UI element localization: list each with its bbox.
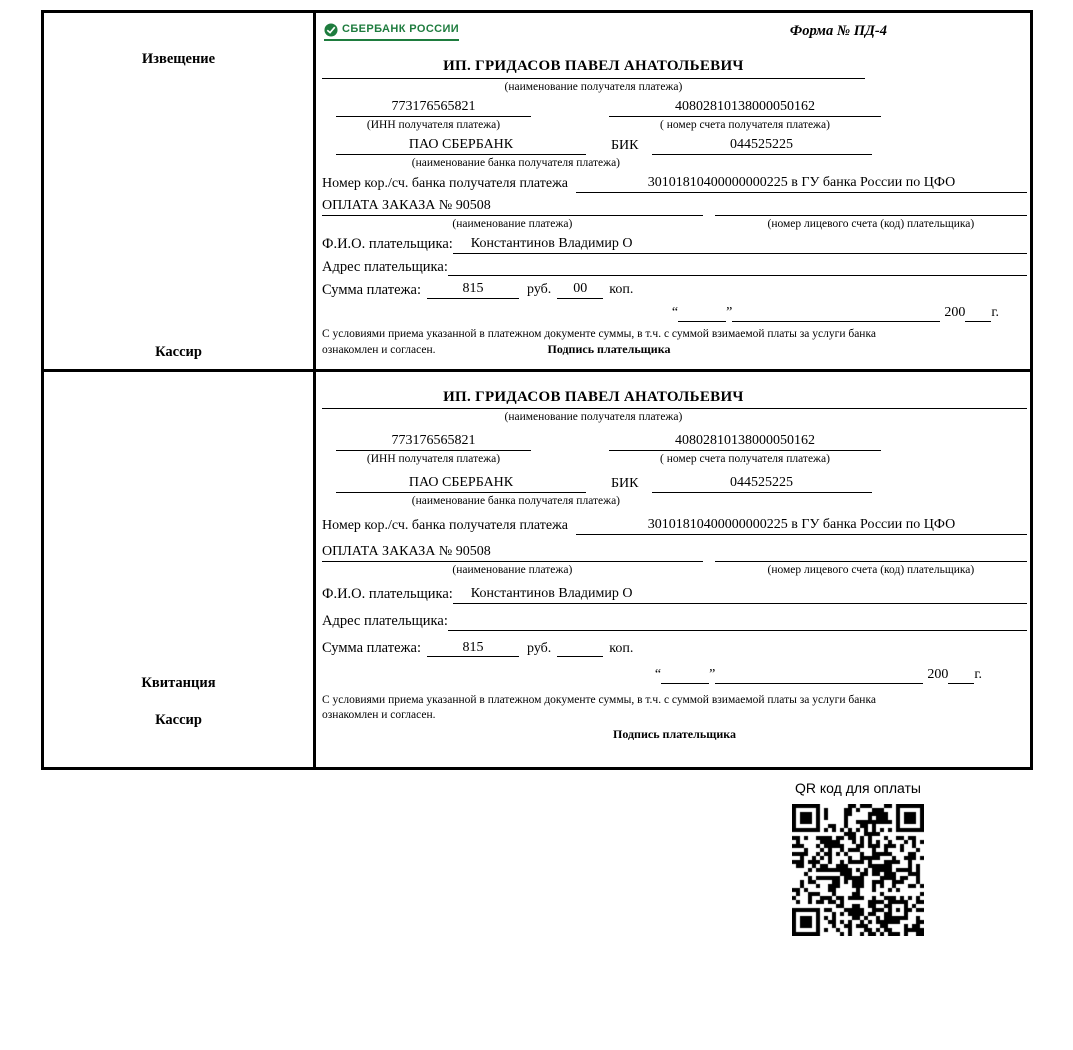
bank-name-value: ПАО СБЕРБАНК (336, 475, 586, 493)
date-quote-close: ” (709, 667, 716, 683)
qr-section (758, 780, 958, 936)
date-quote-close: ” (726, 305, 733, 321)
notice-form-area (316, 13, 1030, 369)
payment-name-value: ОПЛАТА ЗАКАЗА № 90508 (322, 198, 703, 216)
form-number: Форма № ПД-4 (789, 23, 887, 39)
recipient-caption: (наименование получателя платежа) (504, 80, 683, 93)
agreement-line1: С условиями приема указанной в платежном документе суммы, в т.ч. с суммой взимаемой платы за услуги банка (322, 328, 876, 341)
sberbank-logo (324, 23, 459, 41)
account-value: 40802810138000050162 (609, 99, 881, 117)
agreement-line1: С условиями приема указанной в платежном документе суммы, в т.ч. с суммой взимаемой платы за услуги банка (322, 694, 876, 707)
inn-value: 773176565821 (336, 433, 531, 451)
corr-account-label: Номер кор./сч. банка получателя платежа (322, 518, 568, 534)
agreement-line2: ознакомлен и согласен. (322, 709, 436, 722)
agreement-text (322, 693, 1027, 743)
bank-caption: (наименование банка получателя платежа) (411, 495, 621, 508)
notice-cashier-label: Кассир (155, 344, 202, 360)
bik-label: БИК (611, 138, 639, 154)
date-year-blank (948, 666, 974, 684)
personal-account-blank (715, 544, 1027, 562)
bank-name-value: ПАО СБЕРБАНК (336, 137, 586, 155)
bik-label: БИК (611, 476, 639, 492)
date-year-suffix: г. (974, 667, 982, 683)
sum-rub-value: 815 (427, 640, 519, 658)
date-month-blank (715, 666, 923, 684)
receipt-left-column (44, 372, 316, 767)
notice-left-column (44, 13, 316, 369)
sberbank-logo-text: СБЕРБАНК РОССИИ (342, 23, 460, 36)
date-day-blank (661, 666, 709, 684)
corr-account-value: 30101810400000000225 в ГУ банка России по ЦФО (576, 517, 1027, 535)
notice-section (41, 10, 1033, 372)
payer-address-label: Адрес плательщика: (322, 613, 448, 630)
recipient-name: ИП. ГРИДАСОВ ПАВЕЛ АНАТОЛЬЕВИЧ (443, 58, 744, 74)
sberbank-logo-rule (324, 39, 459, 41)
receipt-cashier-label: Кассир (155, 712, 202, 728)
personal-account-blank (715, 198, 1027, 216)
date-year-blank (965, 304, 991, 322)
sum-label: Сумма платежа: (322, 640, 421, 657)
bik-value: 044525225 (652, 475, 872, 493)
payer-address-blank (448, 613, 1027, 631)
account-value: 40802810138000050162 (609, 433, 881, 451)
sum-rub-value: 815 (427, 281, 519, 299)
notice-section-label: Извещение (141, 51, 216, 67)
bank-caption: (наименование банка получателя платежа) (411, 156, 621, 169)
rub-label: руб. (527, 282, 552, 298)
corr-account-label: Номер кор./сч. банка получателя платежа (322, 176, 568, 192)
kop-label: коп. (609, 282, 634, 298)
date-year-suffix: г. (991, 305, 999, 321)
sum-label: Сумма платежа: (322, 281, 421, 298)
rub-label: руб. (527, 640, 552, 656)
receipt-section (41, 372, 1033, 770)
date-year-prefix: 200 (944, 305, 966, 321)
account-caption: ( номер счета получателя платежа) (660, 453, 830, 466)
sberbank-logo-icon (324, 23, 338, 37)
receipt-form-area (316, 372, 1030, 767)
payment-name-value: ОПЛАТА ЗАКАЗА № 90508 (322, 544, 703, 562)
date-month-blank (732, 304, 940, 322)
agreement-text (322, 327, 1027, 358)
payer-name-label: Ф.И.О. плательщика: (322, 586, 453, 603)
payer-name-value: Константинов Владимир О (453, 236, 1027, 254)
payer-address-blank (448, 259, 1027, 277)
payer-name-label: Ф.И.О. плательщика: (322, 236, 453, 253)
account-caption: ( номер счета получателя платежа) (660, 118, 830, 131)
inn-caption: (ИНН получателя платежа) (366, 118, 501, 131)
inn-value: 773176565821 (336, 99, 531, 117)
inn-caption: (ИНН получателя платежа) (366, 453, 501, 466)
signature-label: Подпись плательщика (547, 342, 671, 357)
bik-value: 044525225 (652, 137, 872, 155)
payment-caption: (наименование платежа) (452, 563, 573, 576)
payer-address-label: Адрес плательщика: (322, 259, 448, 276)
kop-label: коп. (609, 640, 634, 656)
date-quote-open: “ (671, 305, 679, 321)
signature-label: Подпись плательщика (613, 726, 736, 741)
payer-name-value: Константинов Владимир О (453, 586, 1027, 604)
personal-account-caption: (номер лицевого счета (код) плательщика) (767, 217, 975, 230)
payment-caption: (наименование платежа) (452, 217, 573, 230)
date-day-blank (678, 304, 726, 322)
recipient-name-field (322, 57, 865, 79)
recipient-name: ИП. ГРИДАСОВ ПАВЕЛ АНАТОЛЬЕВИЧ (443, 389, 744, 405)
agreement-line2: ознакомлен и согласен. (322, 343, 436, 356)
recipient-caption: (наименование получателя платежа) (504, 411, 683, 423)
corr-account-value: 30101810400000000225 в ГУ банка России по ЦФО (576, 175, 1027, 193)
notice-header-row (322, 23, 1027, 53)
qr-code (792, 804, 924, 936)
recipient-name-field (322, 388, 1027, 409)
date-quote-open: “ (654, 667, 662, 683)
qr-caption: QR код для оплаты (794, 780, 921, 796)
sum-kop-value: 00 (557, 281, 603, 299)
date-year-prefix: 200 (927, 667, 949, 683)
receipt-section-label: Квитанция (141, 675, 216, 691)
personal-account-caption: (номер лицевого счета (код) плательщика) (767, 563, 975, 576)
pd4-document (41, 10, 1033, 770)
sum-kop-value (557, 640, 603, 658)
